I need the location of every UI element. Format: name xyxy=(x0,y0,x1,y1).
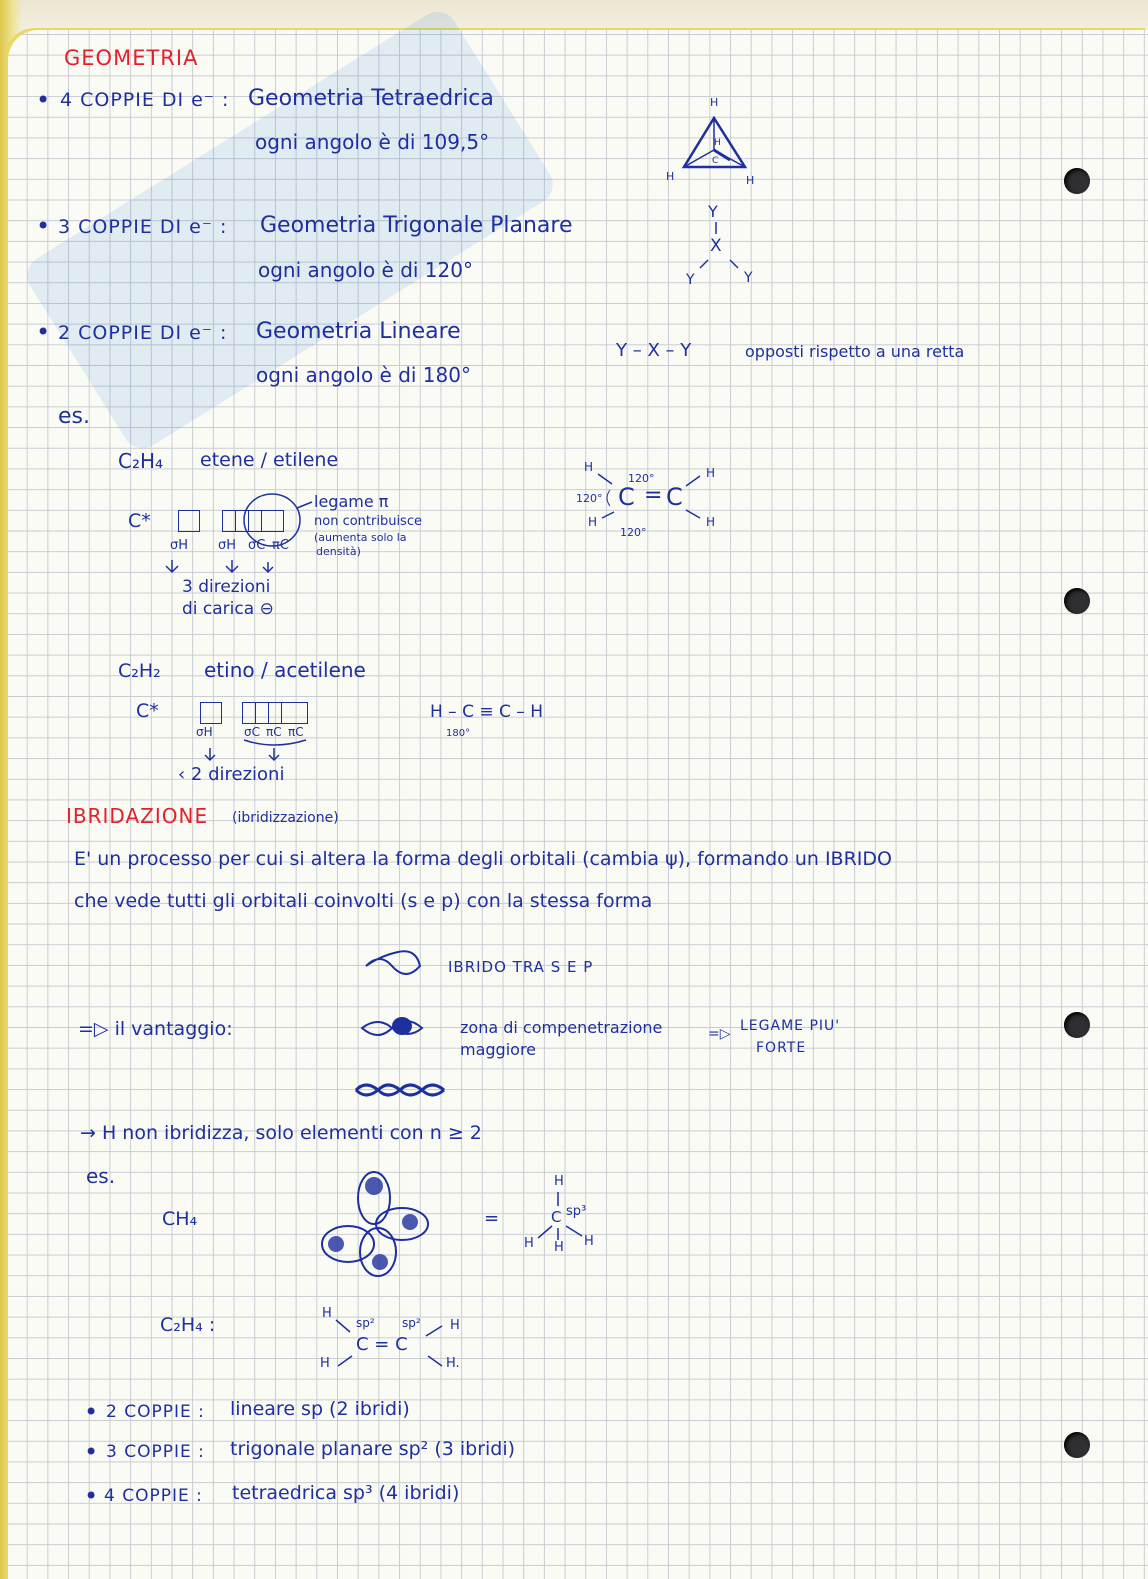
ethene-atom: C* xyxy=(128,510,151,532)
ch4-eq: = xyxy=(484,1208,500,1229)
ibrido-label: IBRIDO TRA S E P xyxy=(448,958,594,976)
orbital-label: πC xyxy=(288,725,304,739)
h-note: → H non ibridizza, solo elementi con n ≥ 2 xyxy=(80,1122,482,1144)
ethene-name: etene / etilene xyxy=(200,449,339,471)
ibridazione-text: che vede tutti gli orbitali coinvolti (s e p) con la stessa forma xyxy=(74,890,653,912)
legame-pi: legame π xyxy=(314,492,389,511)
summary-pairs: 2 COPPIE : xyxy=(106,1402,205,1422)
c2h4-struct: C = C xyxy=(356,1334,408,1355)
summary-desc: lineare sp (2 ibridi) xyxy=(230,1398,410,1420)
ethyne-angle: 180° xyxy=(446,728,471,739)
orbital-label: σH xyxy=(196,725,213,739)
ethyne-atom: C* xyxy=(136,700,159,722)
orbital-label: πC xyxy=(272,538,289,553)
ch4-h: H xyxy=(554,1174,564,1189)
c2h4-h: H xyxy=(320,1356,330,1371)
legame-note: (aumenta solo la xyxy=(314,531,407,544)
geometry-tetra: Geometria Tetraedrica xyxy=(248,86,494,111)
geometry-trig: Geometria Trigonale Planare xyxy=(260,213,573,238)
summary-pairs: 4 COPPIE : xyxy=(104,1486,203,1506)
orbital-label: σH xyxy=(218,538,237,553)
angle-trig: ogni angolo è di 120° xyxy=(258,258,473,282)
ethene-c2: C xyxy=(666,483,683,511)
pairs-3: 3 COPPIE DI e⁻ : xyxy=(58,216,228,238)
tetra-h: H xyxy=(666,170,675,183)
trig-y-top: Y xyxy=(708,202,718,221)
ibridazione-text: E' un processo per cui si altera la forma degli orbitali (cambia ψ), formando un IBRIDO xyxy=(74,848,892,870)
c2h4-h: H xyxy=(322,1306,332,1321)
angle-tetra: ogni angolo è di 109,5° xyxy=(255,130,490,154)
angle-label: 120° xyxy=(628,472,655,485)
ch4-c: C xyxy=(551,1208,562,1226)
ethene-h: H xyxy=(584,460,594,474)
c2h4-sp2: sp² xyxy=(356,1316,375,1330)
ethene-formula: C₂H₄ xyxy=(118,449,164,473)
vantaggio: =▷ il vantaggio: xyxy=(78,1018,233,1040)
ethene-c1: C xyxy=(618,483,635,511)
example-label: es. xyxy=(86,1164,116,1188)
ibridazione-subtitle: (ibridizzazione) xyxy=(232,810,339,826)
linear-formula: Y – X – Y xyxy=(616,340,692,361)
ch4-formula: CH₄ xyxy=(162,1208,198,1230)
c2h4-h: H xyxy=(450,1318,460,1333)
linear-note: opposti rispetto a una retta xyxy=(745,342,965,361)
bullet: • xyxy=(84,1482,99,1510)
ethyne-directions: ‹ 2 direzioni xyxy=(178,764,285,785)
zona-text: zona di compenetrazione xyxy=(460,1018,663,1037)
example-label: es. xyxy=(58,404,90,429)
ch4-sp3: sp³ xyxy=(566,1204,587,1219)
ethene-h: H xyxy=(588,515,598,529)
orbital-label: πC xyxy=(266,725,282,739)
tetra-h: H xyxy=(714,138,721,148)
legame-note: densità) xyxy=(316,545,361,558)
tetra-h: H xyxy=(710,96,719,109)
ethene-eq: = xyxy=(644,483,663,508)
c2h4-sp2: sp² xyxy=(402,1316,421,1330)
arrow: =▷ xyxy=(708,1026,731,1042)
trig-y-left: Y xyxy=(686,272,695,288)
ch4-h: H xyxy=(524,1236,534,1251)
bullet: • xyxy=(84,1398,99,1426)
summary-desc: trigonale planare sp² (3 ibridi) xyxy=(230,1438,516,1460)
ethyne-formula: C₂H₂ xyxy=(118,660,161,682)
legame-forte: LEGAME PIU' xyxy=(740,1018,841,1034)
legame-forte: FORTE xyxy=(756,1040,807,1056)
ethene-h: H xyxy=(706,466,716,480)
bullet: • xyxy=(84,1438,99,1466)
c2h4-formula: C₂H₄ : xyxy=(160,1314,216,1336)
angle-label: 120° xyxy=(576,492,603,505)
orbital-label: σC xyxy=(248,538,266,553)
bullet: • xyxy=(36,318,51,346)
ch4-h: H xyxy=(584,1234,594,1249)
ethyne-name: etino / acetilene xyxy=(204,658,366,682)
tetra-h: H xyxy=(746,174,755,187)
zona-text: maggiore xyxy=(460,1040,537,1059)
section-title-geometria: GEOMETRIA xyxy=(64,46,199,70)
summary-desc: tetraedrica sp³ (4 ibridi) xyxy=(232,1482,460,1504)
orbital-label: σH xyxy=(170,538,189,553)
directions-text: di carica ⊖ xyxy=(182,599,274,619)
pairs-4: 4 COPPIE DI e⁻ : xyxy=(60,89,230,111)
orbital-label: σC xyxy=(244,725,260,739)
legame-note: non contribuisce xyxy=(314,514,422,529)
angle-linear: ogni angolo è di 180° xyxy=(256,363,471,387)
geometry-linear: Geometria Lineare xyxy=(256,319,461,344)
ch4-h: H xyxy=(554,1240,564,1255)
trig-y-right: Y xyxy=(744,270,753,286)
section-title-ibridazione: IBRIDAZIONE xyxy=(66,804,209,828)
pairs-2: 2 COPPIE DI e⁻ : xyxy=(58,322,228,344)
tetra-c: C xyxy=(712,156,719,166)
ethyne-structure: H – C ≡ C – H xyxy=(430,702,543,722)
c2h4-h: H. xyxy=(446,1356,460,1371)
angle-label: 120° xyxy=(620,526,647,539)
summary-pairs: 3 COPPIE : xyxy=(106,1442,205,1462)
bullet: • xyxy=(36,86,51,114)
trig-x: X xyxy=(710,236,722,256)
directions-text: 3 direzioni xyxy=(182,577,271,597)
bullet: • xyxy=(36,212,51,240)
ethene-h: H xyxy=(706,515,716,529)
